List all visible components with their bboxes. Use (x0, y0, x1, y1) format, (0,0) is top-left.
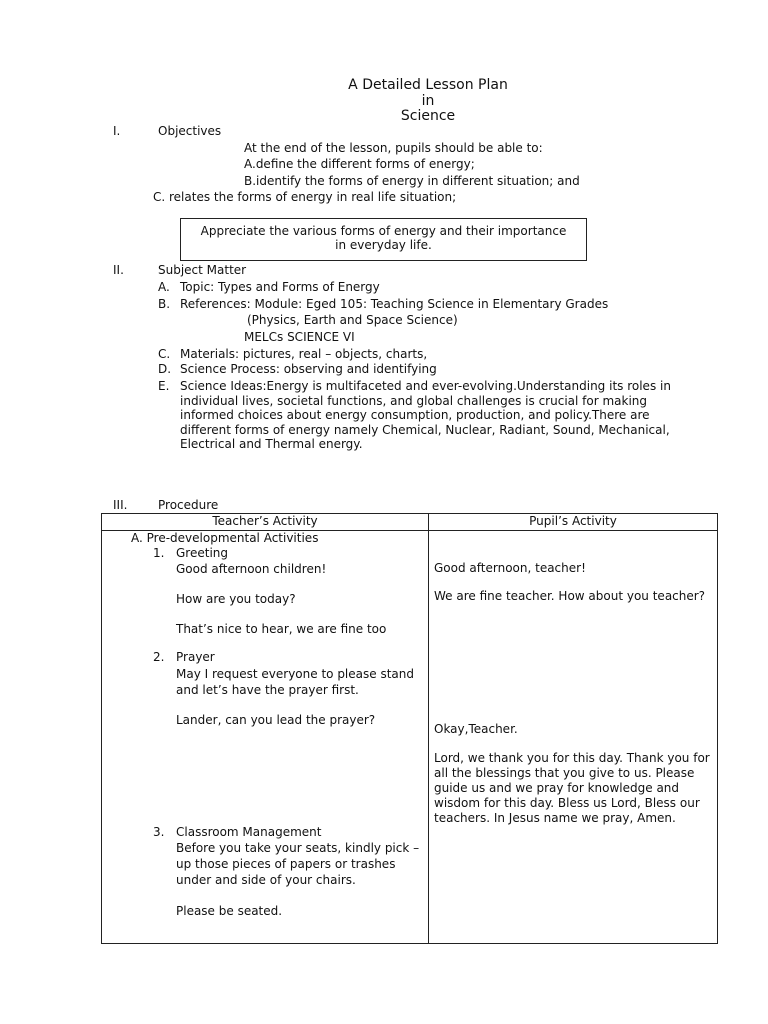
management-title: Classroom Management (176, 825, 322, 839)
subject-references-line2: (Physics, Earth and Space Science) (247, 313, 458, 327)
affective-objective-box (180, 218, 587, 261)
teacher-reply: That’s nice to hear, we are fine too (176, 622, 387, 636)
teacher-greeting: Good afternoon children! (176, 562, 327, 576)
objectives-heading: Objectives (158, 124, 222, 138)
teacher-please-seated: Please be seated. (176, 904, 283, 918)
procedure-heading: Procedure (158, 498, 219, 512)
prayer-title: Prayer (176, 650, 215, 664)
objective-a: A.define the different forms of energy; (244, 157, 475, 171)
subject-topic: Topic: Types and Forms of Energy (180, 280, 380, 294)
subject-science-ideas: Science Ideas:Energy is multifaceted and ever-evolving.Understanding its roles in individual lives, societal functions, and global challenges is crucial for making informed choices about energy consumption, production, and policy.There are different forms of energy namely Chemical, Nuclear, Radiant, Sound, Mechanical, Electrical and Thermal energy. (180, 379, 671, 452)
teacher-management-instruction: Before you take your seats, kindly pick – up those pieces of papers or trashes under and side of your chairs. (176, 841, 420, 887)
objectives-number: I. (113, 124, 121, 138)
subject-references-line3: MELCs SCIENCE VI (244, 330, 355, 344)
procedure-number: III. (113, 498, 128, 512)
subject-matter-heading: Subject Matter (158, 263, 247, 277)
subject-references: References: Module: Eged 105: Teaching Science in Elementary Grades (180, 297, 609, 311)
subject-item-letter: E. (158, 379, 170, 393)
subject-materials: Materials: pictures, real – objects, charts, (180, 347, 428, 361)
pupil-reply: We are fine teacher. How about you teacher? (434, 589, 706, 603)
teacher-activity-cell (102, 531, 429, 944)
teacher-prayer-ask: Lander, can you lead the prayer? (176, 713, 376, 727)
teacher-activity-header: Teacher’s Activity (102, 514, 429, 531)
teacher-prayer-request: May I request everyone to please stand and let’s have the prayer first. (176, 667, 414, 697)
pupil-activity-header: Pupil’s Activity (429, 514, 718, 531)
doc-title: A Detailed Lesson Plan (348, 77, 508, 93)
subject-item-letter: A. (158, 280, 170, 294)
subject-science-process: Science Process: observing and identifying (180, 362, 437, 376)
pupil-prayer: Lord, we thank you for this day. Thank you for all the blessings that you give to us. Please guide us and we pray for knowledge and wisdom for this day. Bless us Lord, Bless our teachers. In Jesus name we pray, Amen. (434, 751, 710, 825)
doc-title-subject: Science (400, 108, 456, 124)
prayer-number: 2. (153, 650, 165, 664)
objective-b: B.identify the forms of energy in different situation; and (244, 174, 580, 188)
affective-objective-text: Appreciate the various forms of energy and their importance in everyday life. (200, 224, 567, 252)
section-pre-developmental: A. Pre-developmental Activities (131, 531, 319, 545)
greeting-number: 1. (153, 546, 165, 560)
doc-title-in: in (421, 93, 435, 109)
subject-matter-number: II. (113, 263, 124, 277)
teacher-ask-how: How are you today? (176, 592, 296, 606)
objective-c: C. relates the forms of energy in real life situation; (153, 190, 457, 204)
greeting-title: Greeting (176, 546, 228, 560)
subject-item-letter: D. (158, 362, 172, 376)
subject-item-letter: B. (158, 297, 171, 311)
pupil-greeting: Good afternoon, teacher! (434, 561, 586, 575)
pupil-activity-cell (429, 531, 718, 944)
management-number: 3. (153, 825, 165, 839)
objectives-intro: At the end of the lesson, pupils should be able to: (244, 141, 543, 155)
pupil-prayer-okay: Okay,Teacher. (434, 722, 518, 736)
procedure-table (101, 513, 718, 944)
subject-item-letter: C. (158, 347, 171, 361)
